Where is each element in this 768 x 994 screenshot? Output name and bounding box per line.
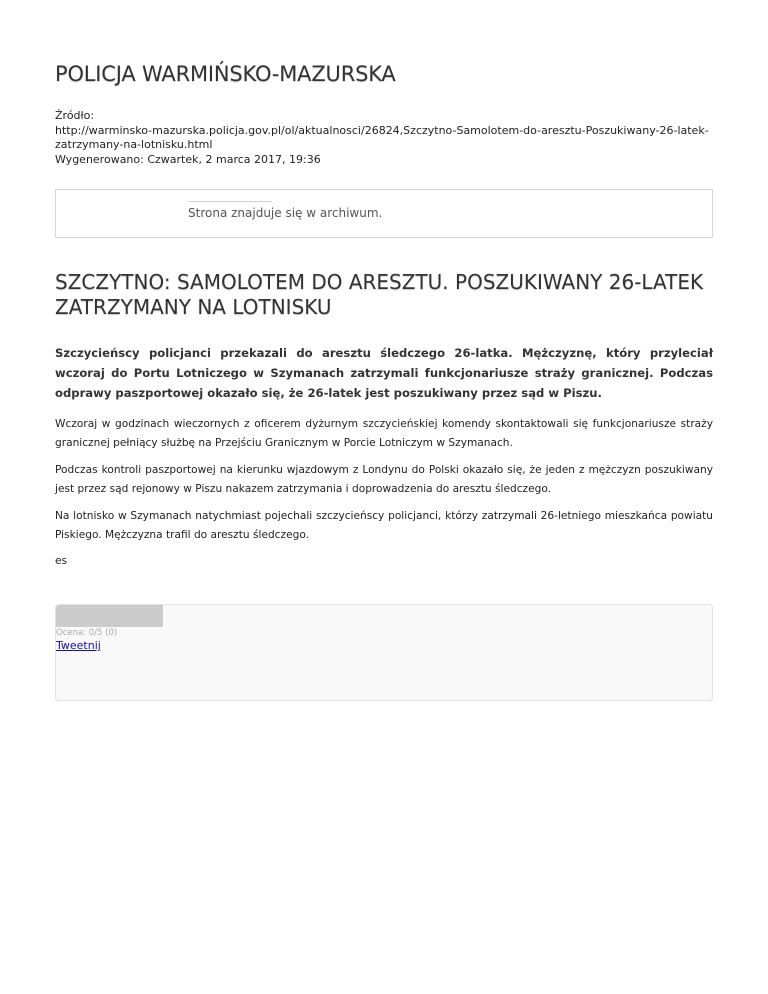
archive-notice-text: Strona znajduje się w archiwum. [188,206,383,220]
rating-stars-bar[interactable] [56,605,163,627]
rating-panel [55,604,713,701]
article-author: es [55,555,68,567]
tweet-link[interactable]: Tweetnij [56,639,101,652]
site-title: POLICJA WARMIŃSKO-MAZURSKA [55,62,396,86]
article-paragraph: Na lotnisko w Szymanach natychmiast pojechali szczycieńscy policjanci, którzy zatrzymali 26-letniego mieszkańca powiatu Piskiego. Mężczyzna trafil do aresztu śledczego. [55,510,713,541]
archive-notice-box [55,189,713,238]
source-info [55,109,713,167]
article-title: SZCZYTNO: SAMOLOTEM DO ARESZTU. POSZUKIWANY 26-LATEK ZATRZYMANY NA LOTNISKU [55,270,704,319]
article-paragraph: Podczas kontroli paszportowej na kierunku wjazdowym z Londynu do Polski okazało się, że jeden z mężczyzn poszukiwany jest przez sąd rejonowy w Piszu nakazem zatrzymania i doprowadzenia do aresztu śledczego. [55,464,713,495]
article-paragraph: Wczoraj w godzinach wieczornych z oficerem dyżurnym szczycieńskiej komendy skontaktowali się funkcjonariusze straży granicznej pełniący służbę na Przejściu Granicznym w Porcie Lotniczym w Szymanach. [55,418,713,449]
source-label: Źródło: [55,109,95,122]
article-lead: Szczycieńscy policjanci przekazali do aresztu śledczego 26-latka. Mężczyznę, który przyleciał wczoraj do Portu Lotniczego w Szymanach zatrzymali funkcjonariusze straży granicznej. Podczas odprawy paszportowej okazało się, że 26-latek jest poszukiwany przez sąd w Piszu. [55,346,713,400]
generated-timestamp: Wygenerowano: Czwartek, 2 marca 2017, 19:36 [55,152,321,166]
archive-divider [188,201,272,202]
source-url: http://warminsko-mazurska.policja.gov.pl/ol/aktualnosci/26824,Szczytno-Samolotem-do-aresztu-Poszukiwany-26-latek-zatrzymany-na-lotnisku.html [55,123,709,151]
rating-text: Ocena: 0/5 (0) [56,628,118,638]
